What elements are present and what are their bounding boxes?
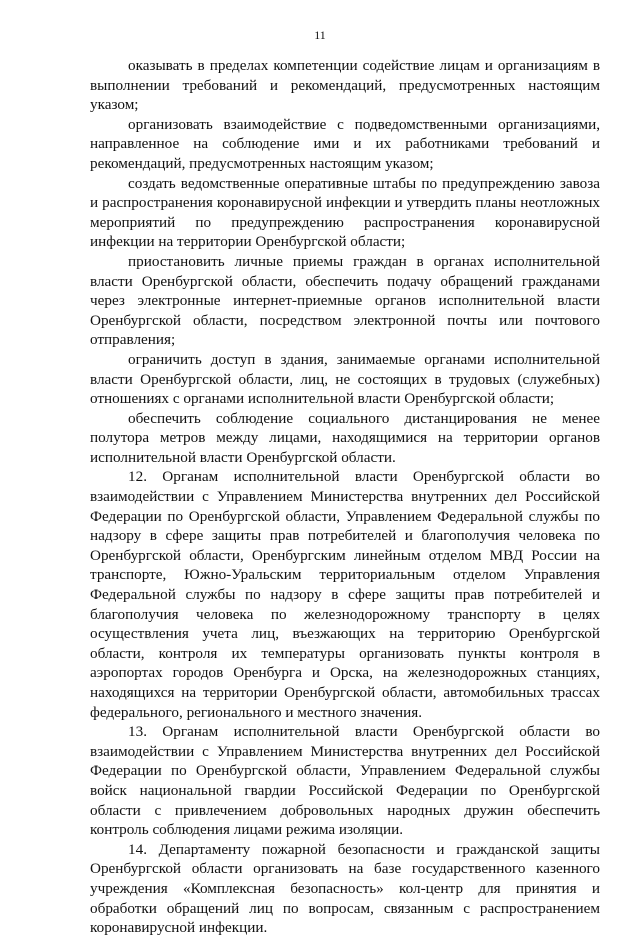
paragraph: приостановить личные приемы граждан в органах исполнительной власти Оренбургской области, обеспечить подачу обращений гражданами через электронные интернет-приемные органов исполнительной власти Оренбургской области, посредством электронной почты или почтового отправления; xyxy=(90,252,600,349)
paragraph: ограничить доступ в здания, занимаемые органами исполнительной власти Оренбургской области, лиц, не состоящих в трудовых (служебных) отношениях с органами исполнительной власти Оренбургской области; xyxy=(90,350,600,408)
paragraph: обеспечить соблюдение социального дистанцирования не менее полутора метров между лицами, находящимися на территории органов исполнительной власти Оренбургской области. xyxy=(90,409,600,466)
paragraph-item-12: 12. Органам исполнительной власти Оренбургской области во взаимодействии с Управлением Министерства внутренних дел Российской Федерации по Оренбургской области, Управлением Федеральной службы по надзору в сфере защиты прав потребителей и благополучия человека по Оренбургской области, Оренбургским линейным отделом МВД России на транспорте, Южно-Уральским территориальным отделом Управления Федеральной службы по надзору в сфере защиты прав потребителей и благополучия человека по железнодорожному транспорту в целях осуществления учета лиц, въезжающих на территорию Оренбургской области, контроля их температуры организовать пункты контроля в аэропортах городов Оренбурга и Орска, на железнодорожных станциях, находящихся на территории Оренбургской области, автомобильных трассах федерального, регионального и местного значения. xyxy=(90,468,600,721)
document-body xyxy=(90,56,600,938)
paragraph-item-14: 14. Департаменту пожарной безопасности и гражданской защиты Оренбургской области организовать на базе государственного казенного учреждения «Комплексная безопасность» кол-центр для принятия и обработки обращений лиц по вопросам, связанным с распространением коронавирусной инфекции. xyxy=(90,840,600,937)
paragraph: организовать взаимодействие с подведомственными организациями, направленное на соблюдение ими и их работниками требований и рекомендаций, предусмотренных настоящим указом; xyxy=(90,115,600,172)
paragraph: оказывать в пределах компетенции содействие лицам и организациям в выполнении требований и рекомендаций, предусмотренных настоящим указом; xyxy=(90,57,600,114)
page-number: 11 xyxy=(314,28,326,42)
paragraph: создать ведомственные оперативные штабы по предупреждению завоза и распространения коронавирусной инфекции и утвердить планы неотложных мероприятий по предупреждению распространения коронавирусной инфекции на территории Оренбургской области; xyxy=(90,174,600,251)
paragraph-item-13: 13. Органам исполнительной власти Оренбургской области во взаимодействии с Управлением Министерства внутренних дел Российской Федерации по Оренбургской области, Управлением Федеральной службы войск национальной гвардии Российской Федерации по Оренбургской области с привлечением добровольных народных дружин обеспечить контроль соблюдения лицами режима изоляции. xyxy=(90,723,600,839)
